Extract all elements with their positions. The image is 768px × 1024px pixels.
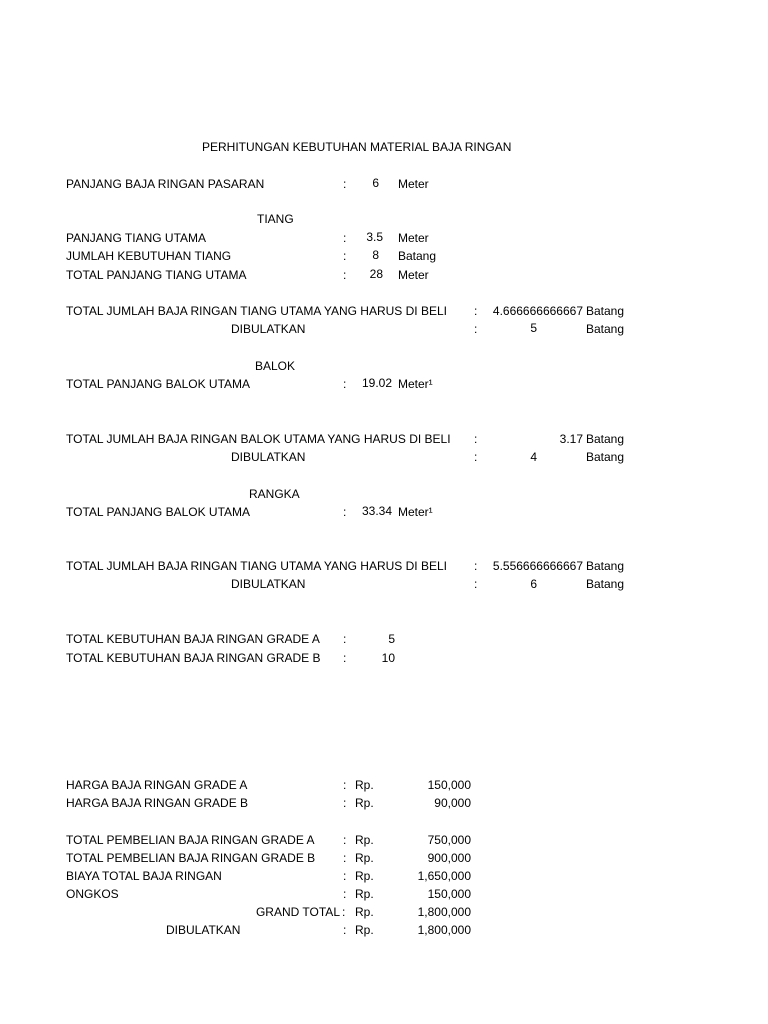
- colon: :: [343, 796, 347, 810]
- colon: :: [343, 887, 347, 901]
- colon: :: [343, 177, 347, 191]
- tiang-heading: TIANG: [257, 212, 294, 226]
- pembelian-label: BIAYA TOTAL BAJA RINGAN: [66, 869, 222, 883]
- colon: :: [474, 432, 478, 446]
- harga-value: 90,000: [434, 796, 471, 810]
- pembelian-value: 750,000: [427, 833, 471, 847]
- colon: :: [474, 322, 478, 336]
- colon: :: [343, 231, 347, 245]
- pasaran-value: 6: [372, 176, 379, 190]
- rangka-total-unit: Batang: [586, 559, 625, 573]
- tiang-row-value: 3.5: [366, 230, 383, 244]
- colon: :: [474, 559, 478, 573]
- rangka-rounded-value: 6: [530, 577, 537, 591]
- colon: :: [474, 450, 478, 464]
- colon: :: [342, 905, 346, 919]
- colon: :: [474, 577, 478, 591]
- rangka-label: TOTAL PANJANG BALOK UTAMA: [66, 505, 251, 519]
- tiang-rounded-unit: Batang: [586, 322, 625, 336]
- tiang-rounded-label: DIBULATKAN: [231, 322, 306, 336]
- tiang-row-label: TOTAL PANJANG TIANG UTAMA: [66, 268, 247, 282]
- final-rounded-value: 1,800,000: [417, 923, 471, 937]
- colon: :: [343, 377, 347, 391]
- colon: :: [343, 851, 347, 865]
- kebutuhan-label: TOTAL KEBUTUHAN BAJA RINGAN GRADE A: [66, 632, 320, 646]
- rangka-heading: RANGKA: [249, 487, 300, 501]
- pembelian-value: 1,650,000: [417, 869, 471, 883]
- kebutuhan-label: TOTAL KEBUTUHAN BAJA RINGAN GRADE B: [66, 651, 321, 665]
- colon: :: [343, 651, 347, 665]
- kebutuhan-value: 10: [381, 651, 395, 665]
- tiang-row-value: 28: [369, 267, 383, 281]
- pembelian-label: TOTAL PEMBELIAN BAJA RINGAN GRADE B: [66, 851, 316, 865]
- pembelian-value: 900,000: [427, 851, 471, 865]
- balok-total-unit: Batang: [586, 432, 625, 446]
- final-rounded-label: DIBULATKAN: [166, 923, 241, 937]
- tiang-row-value: 8: [372, 248, 379, 262]
- currency: Rp.: [355, 796, 374, 810]
- colon: :: [343, 505, 347, 519]
- currency: Rp.: [355, 905, 374, 919]
- currency: Rp.: [355, 869, 374, 883]
- tiang-total-value: 4.666666666667: [492, 304, 583, 318]
- balok-rounded-value: 4: [530, 450, 537, 464]
- tiang-row-label: JUMLAH KEBUTUHAN TIANG: [66, 249, 232, 263]
- harga-label: HARGA BAJA RINGAN GRADE B: [66, 796, 249, 810]
- tiang-row-unit: Meter: [398, 268, 429, 282]
- currency: Rp.: [355, 851, 374, 865]
- colon: :: [474, 304, 478, 318]
- grand-total-label: GRAND TOTAL: [255, 905, 340, 919]
- balok-unit: Meter¹: [398, 377, 433, 391]
- colon: :: [343, 268, 347, 282]
- currency: Rp.: [355, 887, 374, 901]
- pembelian-label: ONGKOS: [66, 887, 119, 901]
- kebutuhan-value: 5: [388, 632, 395, 646]
- currency: Rp.: [355, 833, 374, 847]
- balok-label: TOTAL PANJANG BALOK UTAMA: [66, 377, 251, 391]
- colon: :: [343, 632, 347, 646]
- rangka-rounded-label: DIBULATKAN: [231, 577, 306, 591]
- rangka-rounded-unit: Batang: [586, 577, 625, 591]
- tiang-rounded-value: 5: [530, 321, 537, 335]
- harga-label: HARGA BAJA RINGAN GRADE A: [66, 778, 248, 792]
- balok-rounded-label: DIBULATKAN: [231, 450, 306, 464]
- colon: :: [343, 869, 347, 883]
- harga-value: 150,000: [427, 778, 471, 792]
- rangka-unit: Meter¹: [398, 505, 433, 519]
- rangka-value: 33.34: [361, 504, 392, 518]
- tiang-total-label: TOTAL JUMLAH BAJA RINGAN TIANG UTAMA YANG HARUS DI BELI: [66, 304, 447, 318]
- pasaran-label: PANJANG BAJA RINGAN PASARAN: [66, 177, 265, 191]
- rangka-total-value: 5.556666666667: [492, 559, 583, 573]
- colon: :: [343, 249, 347, 263]
- pembelian-label: TOTAL PEMBELIAN BAJA RINGAN GRADE A: [66, 833, 315, 847]
- tiang-row-unit: Meter: [398, 231, 429, 245]
- balok-total-label: TOTAL JUMLAH BAJA RINGAN BALOK UTAMA YANG HARUS DI BELI: [66, 432, 451, 446]
- pembelian-value: 150,000: [427, 887, 471, 901]
- balok-total-value: 3.17: [559, 432, 583, 446]
- rangka-total-label: TOTAL JUMLAH BAJA RINGAN TIANG UTAMA YANG HARUS DI BELI: [66, 559, 447, 573]
- tiang-row-unit: Batang: [398, 249, 437, 263]
- colon: :: [343, 923, 347, 937]
- colon: :: [343, 833, 347, 847]
- balok-value: 19.02: [361, 376, 392, 390]
- colon: :: [343, 778, 347, 792]
- grand-total-value: 1,800,000: [417, 905, 471, 919]
- page-title: PERHITUNGAN KEBUTUHAN MATERIAL BAJA RINGAN: [202, 140, 512, 154]
- currency: Rp.: [355, 778, 374, 792]
- pasaran-unit: Meter: [398, 177, 429, 191]
- balok-heading: BALOK: [255, 359, 296, 373]
- tiang-row-label: PANJANG TIANG UTAMA: [66, 231, 207, 245]
- balok-rounded-unit: Batang: [586, 450, 625, 464]
- tiang-total-unit: Batang: [586, 304, 625, 318]
- currency: Rp.: [355, 923, 374, 937]
